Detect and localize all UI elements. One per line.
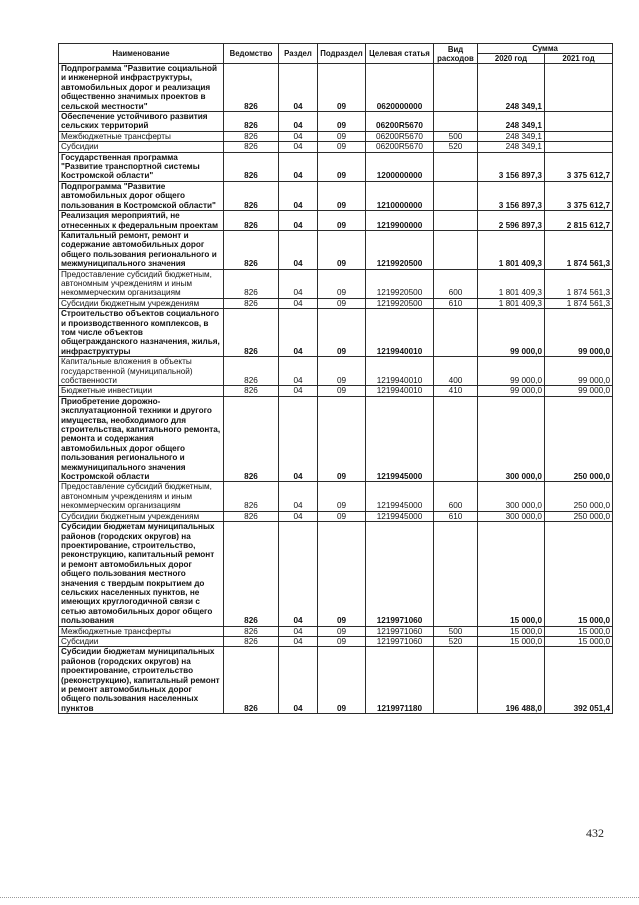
cell-name: Строительство объектов социального и производственного комплексов, в том числе объектов общегражданского назначения, жилья, инфраструктуры [59,309,224,357]
cell-dept: 826 [224,396,279,482]
cell-exp-type: 600 [434,269,478,298]
cell-subsection: 09 [318,181,366,210]
cell-name: Межбюджетные трансферты [59,626,224,636]
budget-table [58,43,613,714]
page-number: 432 [586,826,604,840]
cell-dept: 826 [224,522,279,626]
cell-target: 06200R5670 [366,131,434,141]
header-year-2020: 2020 год [478,54,545,64]
cell-subsection: 09 [318,396,366,482]
cell-2021: 250 000,0 [545,396,613,482]
cell-section: 04 [279,522,318,626]
table-row [59,482,613,511]
cell-name: Предоставление субсидий бюджетным, автономным учреждениям и иным некоммерческим организациям [59,269,224,298]
cell-2021: 2 815 612,7 [545,211,613,231]
cell-2020: 1 801 409,3 [478,298,545,308]
table-row [59,269,613,298]
cell-section: 04 [279,386,318,396]
cell-dept: 826 [224,636,279,646]
cell-2020: 248 349,1 [478,64,545,112]
cell-2021: 1 874 561,3 [545,298,613,308]
cell-2020: 99 000,0 [478,386,545,396]
table-row [59,230,613,269]
cell-subsection: 09 [318,357,366,386]
cell-2021: 392 051,4 [545,647,613,714]
cell-name: Бюджетные инвестиции [59,386,224,396]
cell-name: Приобретение дорожно-эксплуатационной техники и другого имущества, необходимого для строительства, капитального ремонта, ремонта и содержания автомобильных дорог общего пользования регионального и межмуниципального значения Костромской области [59,396,224,482]
cell-dept: 826 [224,112,279,132]
cell-exp-type [434,230,478,269]
cell-target: 1219971060 [366,626,434,636]
cell-2020: 3 156 897,3 [478,181,545,210]
cell-dept: 826 [224,269,279,298]
cell-dept: 826 [224,647,279,714]
cell-subsection: 09 [318,482,366,511]
cell-exp-type: 500 [434,626,478,636]
cell-dept: 826 [224,386,279,396]
cell-dept: 826 [224,482,279,511]
cell-2021 [545,142,613,152]
table-row [59,211,613,231]
cell-target: 06200R5670 [366,112,434,132]
cell-section: 04 [279,309,318,357]
cell-2020: 1 801 409,3 [478,230,545,269]
cell-dept: 826 [224,142,279,152]
cell-target: 1219920500 [366,298,434,308]
cell-2020: 3 156 897,3 [478,152,545,181]
cell-target: 1219920500 [366,230,434,269]
cell-exp-type: 520 [434,142,478,152]
cell-section: 04 [279,142,318,152]
cell-name: Капитальные вложения в объекты государственной (муниципальной) собственности [59,357,224,386]
cell-target: 1219971060 [366,636,434,646]
cell-target: 1219945000 [366,511,434,521]
cell-dept: 826 [224,211,279,231]
cell-target: 1219900000 [366,211,434,231]
cell-target: 0620000000 [366,64,434,112]
cell-target: 1219971060 [366,522,434,626]
cell-2020: 15 000,0 [478,626,545,636]
cell-exp-type: 410 [434,386,478,396]
cell-target: 1200000000 [366,152,434,181]
cell-target: 1219940010 [366,386,434,396]
cell-target: 1210000000 [366,181,434,210]
cell-name: Государственная программа "Развитие транспортной системы Костромской области" [59,152,224,181]
cell-exp-type [434,64,478,112]
cell-target: 1219940010 [366,309,434,357]
cell-subsection: 09 [318,142,366,152]
table-row [59,626,613,636]
table-row [59,298,613,308]
cell-exp-type [434,112,478,132]
cell-dept: 826 [224,298,279,308]
cell-2020: 248 349,1 [478,112,545,132]
table-row [59,309,613,357]
cell-2020: 99 000,0 [478,357,545,386]
cell-section: 04 [279,357,318,386]
cell-2021: 1 874 561,3 [545,269,613,298]
cell-section: 04 [279,269,318,298]
table-body [59,64,613,714]
cell-2020: 300 000,0 [478,396,545,482]
cell-2020: 2 596 897,3 [478,211,545,231]
cell-subsection: 09 [318,309,366,357]
cell-2020: 248 349,1 [478,131,545,141]
cell-subsection: 09 [318,269,366,298]
cell-name: Предоставление субсидий бюджетным, автономным учреждениям и иным некоммерческим организациям [59,482,224,511]
cell-subsection: 09 [318,386,366,396]
cell-2021: 15 000,0 [545,522,613,626]
header-target: Целевая статья [366,44,434,64]
cell-exp-type: 520 [434,636,478,646]
cell-section: 04 [279,112,318,132]
table-row [59,142,613,152]
cell-name: Субсидии бюджетам муниципальных районов (городских округов) на проектирование, строительство, реконструкцию, капитальный ремонт и ремонт автомобильных дорог общего пользования местного значения с твердым покрытием до сельских населенных пунктов, не имеющих круглогодичной связи с сетью автомобильных дорог общего пользования [59,522,224,626]
cell-exp-type: 400 [434,357,478,386]
cell-name: Субсидии [59,636,224,646]
table-row [59,112,613,132]
cell-exp-type: 610 [434,511,478,521]
cell-name: Подпрограмма "Развитие социальной и инженерной инфраструктуры, автомобильных дорог и реализация общественно значимых проектов в сельской местности" [59,64,224,112]
cell-subsection: 09 [318,64,366,112]
cell-section: 04 [279,482,318,511]
cell-2020: 300 000,0 [478,511,545,521]
cell-2021: 99 000,0 [545,357,613,386]
cell-2020: 1 801 409,3 [478,269,545,298]
cell-dept: 826 [224,230,279,269]
cell-section: 04 [279,64,318,112]
cell-exp-type [434,647,478,714]
table-row [59,64,613,112]
cell-2021: 15 000,0 [545,636,613,646]
cell-subsection: 09 [318,636,366,646]
table-row [59,386,613,396]
cell-2021: 3 375 612,7 [545,181,613,210]
table-header [59,44,613,64]
cell-2020: 248 349,1 [478,142,545,152]
cell-name: Капитальный ремонт, ремонт и содержание автомобильных дорог общего пользования регионального и межмуниципального значения [59,230,224,269]
header-section: Раздел [279,44,318,64]
cell-subsection: 09 [318,647,366,714]
cell-exp-type [434,211,478,231]
cell-2021: 15 000,0 [545,626,613,636]
table-row [59,522,613,626]
cell-name: Подпрограмма "Развитие автомобильных дорог общего пользования в Костромской области" [59,181,224,210]
cell-exp-type [434,396,478,482]
cell-subsection: 09 [318,511,366,521]
header-year-2021: 2021 год [545,54,613,64]
cell-exp-type [434,309,478,357]
cell-name: Субсидии бюджетам муниципальных районов (городских округов) на проектирование, строительство (реконструкцию), капитальный ремонт и ремонт автомобильных дорог общего пользования населенных пунктов [59,647,224,714]
cell-subsection: 09 [318,230,366,269]
cell-name: Субсидии бюджетным учреждениям [59,298,224,308]
cell-2020: 15 000,0 [478,636,545,646]
cell-dept: 826 [224,181,279,210]
cell-subsection: 09 [318,131,366,141]
cell-2021: 99 000,0 [545,309,613,357]
cell-dept: 826 [224,511,279,521]
cell-name: Субсидии [59,142,224,152]
cell-exp-type [434,181,478,210]
scan-edge-divider [0,897,639,898]
cell-exp-type [434,152,478,181]
header-sum: Сумма [478,44,613,54]
cell-section: 04 [279,230,318,269]
cell-exp-type: 610 [434,298,478,308]
cell-name: Реализация мероприятий, не отнесенных к федеральным проектам [59,211,224,231]
cell-section: 04 [279,298,318,308]
table-row [59,131,613,141]
table-row [59,511,613,521]
table-row [59,357,613,386]
cell-2021: 250 000,0 [545,482,613,511]
cell-subsection: 09 [318,211,366,231]
cell-exp-type: 600 [434,482,478,511]
cell-subsection: 09 [318,152,366,181]
cell-name: Межбюджетные трансферты [59,131,224,141]
cell-target: 06200R5670 [366,142,434,152]
cell-dept: 826 [224,131,279,141]
cell-section: 04 [279,626,318,636]
cell-section: 04 [279,152,318,181]
cell-2020: 15 000,0 [478,522,545,626]
cell-dept: 826 [224,626,279,636]
cell-dept: 826 [224,152,279,181]
cell-name: Субсидии бюджетным учреждениям [59,511,224,521]
cell-exp-type: 500 [434,131,478,141]
cell-target: 1219945000 [366,482,434,511]
cell-subsection: 09 [318,626,366,636]
cell-2021 [545,131,613,141]
cell-2021: 3 375 612,7 [545,152,613,181]
cell-2021: 1 874 561,3 [545,230,613,269]
cell-dept: 826 [224,357,279,386]
table-row [59,647,613,714]
table-row [59,152,613,181]
header-name: Наименование [59,44,224,64]
cell-target: 1219971180 [366,647,434,714]
cell-section: 04 [279,647,318,714]
cell-section: 04 [279,511,318,521]
cell-dept: 826 [224,309,279,357]
header-dept: Ведомство [224,44,279,64]
cell-2020: 196 488,0 [478,647,545,714]
cell-2020: 99 000,0 [478,309,545,357]
cell-target: 1219945000 [366,396,434,482]
cell-2021 [545,64,613,112]
table-row [59,636,613,646]
cell-2020: 300 000,0 [478,482,545,511]
cell-section: 04 [279,211,318,231]
cell-2021: 99 000,0 [545,386,613,396]
cell-2021: 250 000,0 [545,511,613,521]
cell-section: 04 [279,131,318,141]
cell-subsection: 09 [318,112,366,132]
cell-target: 1219940010 [366,357,434,386]
cell-name: Обеспечение устойчивого развития сельских территорий [59,112,224,132]
cell-exp-type [434,522,478,626]
cell-section: 04 [279,396,318,482]
header-exp-type: Вид расходов [434,44,478,64]
cell-section: 04 [279,636,318,646]
cell-subsection: 09 [318,522,366,626]
table-row [59,181,613,210]
table-row [59,396,613,482]
cell-section: 04 [279,181,318,210]
cell-2021 [545,112,613,132]
header-subsection: Подраздел [318,44,366,64]
cell-subsection: 09 [318,298,366,308]
cell-target: 1219920500 [366,269,434,298]
cell-dept: 826 [224,64,279,112]
